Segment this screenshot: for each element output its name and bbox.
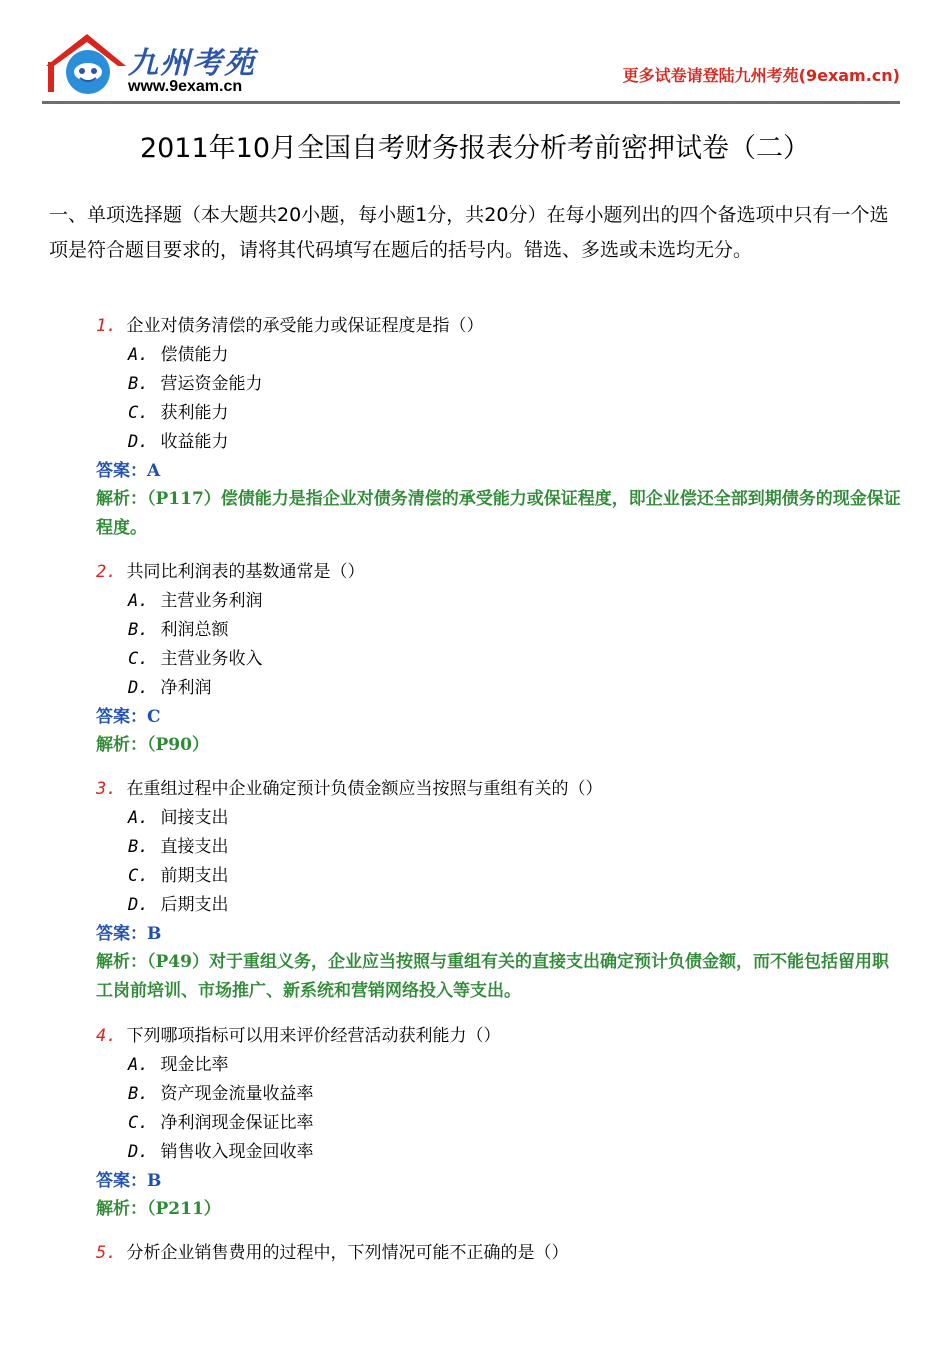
explanation: 解析：（P211）	[96, 1199, 221, 1219]
question-text: 下列哪项指标可以用来评价经营活动获利能力（）	[126, 1026, 501, 1046]
option-letter: B.	[128, 620, 149, 640]
option-text: 主营业务利润	[160, 591, 263, 611]
option-text: 偿债能力	[160, 345, 229, 365]
option-text: 间接支出	[160, 808, 229, 828]
option-d	[128, 1142, 313, 1162]
question-stem	[96, 779, 602, 799]
page-title: 2011年10月全国自考财务报表分析考前密押试卷（二）	[139, 133, 811, 164]
option-letter: A.	[128, 808, 149, 828]
option-letter: B.	[128, 1084, 149, 1104]
option-letter: D.	[128, 895, 149, 915]
option-text: 前期支出	[160, 866, 229, 886]
brand-name: 九州考苑	[128, 46, 256, 81]
option-b	[128, 374, 262, 394]
question-stem	[96, 1243, 568, 1263]
option-letter: D.	[128, 1142, 149, 1162]
explanation: 解析：（P49）对于重组义务，企业应当按照与重组有关的直接支出确定预计负债金额，而不能包括留用职工岗前培训、市场推广、新系统和营销网络投入等支出。	[96, 952, 889, 1001]
section-intro: 一、单项选择题（本大题共20小题，每小题1分，共20分）在每小题列出的四个备选项中只有一个选项是符合题目要求的，请将其代码填写在题后的括号内。错选、多选或未选均无分。	[49, 204, 889, 261]
answer: 答案：A	[96, 461, 161, 481]
option-c	[128, 403, 228, 423]
option-d	[128, 678, 211, 698]
option-b	[128, 1084, 313, 1104]
answer: 答案：C	[96, 707, 161, 727]
option-c	[128, 1113, 313, 1133]
option-a	[128, 808, 228, 828]
option-letter: B.	[128, 374, 149, 394]
option-b	[128, 837, 228, 857]
option-letter: A.	[128, 345, 149, 365]
option-letter: C.	[128, 1113, 149, 1133]
option-letter: C.	[128, 649, 149, 669]
question-text: 分析企业销售费用的过程中，下列情况可能不正确的是（）	[126, 1243, 569, 1263]
promo-link[interactable]: 更多试卷请登陆九州考苑(9exam.cn)	[622, 66, 900, 85]
option-text: 利润总额	[160, 620, 229, 640]
explanation: 解析：（P90）	[96, 735, 209, 755]
option-text: 主营业务收入	[160, 649, 263, 669]
option-text: 净利润	[160, 678, 212, 698]
option-d	[128, 895, 228, 915]
question-number: 5.	[96, 1243, 117, 1263]
option-text: 直接支出	[160, 837, 229, 857]
question-number: 2.	[96, 562, 117, 582]
option-text: 净利润现金保证比率	[160, 1113, 314, 1133]
brand-url[interactable]: www.9exam.cn	[128, 78, 243, 95]
answer: 答案：B	[96, 924, 162, 944]
header-divider	[42, 101, 900, 104]
question-number: 1.	[96, 316, 117, 336]
option-letter: D.	[128, 678, 149, 698]
option-a	[128, 1055, 228, 1075]
question-number: 3.	[96, 779, 117, 799]
option-text: 现金比率	[160, 1055, 229, 1075]
question-number: 4.	[96, 1026, 117, 1046]
option-letter: C.	[128, 866, 149, 886]
option-letter: C.	[128, 403, 149, 423]
question-stem	[96, 1026, 500, 1046]
option-letter: D.	[128, 432, 149, 452]
option-text: 获利能力	[160, 403, 229, 423]
option-text: 营运资金能力	[160, 374, 263, 394]
question-text: 在重组过程中企业确定预计负债金额应当按照与重组有关的（）	[126, 779, 603, 799]
answer: 答案：B	[96, 1171, 162, 1191]
question-stem	[96, 562, 364, 582]
question-stem	[96, 316, 483, 336]
site-header	[42, 28, 900, 106]
option-letter: A.	[128, 1055, 149, 1075]
question-text: 企业对债务清偿的承受能力或保证程度是指（）	[126, 316, 484, 336]
logo-icon	[42, 28, 132, 98]
explanation: 解析：（P117）偿债能力是指企业对债务清偿的承受能力或保证程度，即企业偿还全部到期债务的现金保证程度。	[96, 489, 901, 538]
option-b	[128, 620, 228, 640]
option-d	[128, 432, 228, 452]
option-text: 资产现金流量收益率	[160, 1084, 314, 1104]
option-c	[128, 866, 228, 886]
option-letter: A.	[128, 591, 149, 611]
option-text: 收益能力	[160, 432, 229, 452]
option-c	[128, 649, 262, 669]
option-text: 后期支出	[160, 895, 229, 915]
option-text: 销售收入现金回收率	[160, 1142, 314, 1162]
option-a	[128, 591, 262, 611]
option-letter: B.	[128, 837, 149, 857]
question-text: 共同比利润表的基数通常是（）	[126, 562, 365, 582]
option-a	[128, 345, 228, 365]
